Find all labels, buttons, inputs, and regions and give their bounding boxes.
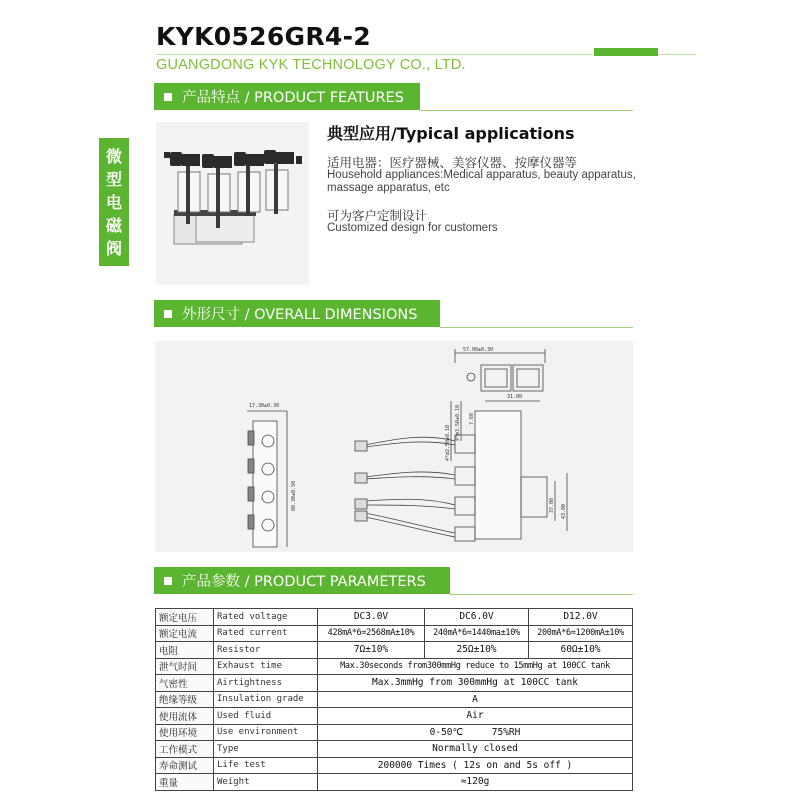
param-value: 240mA*6=1440ma±10% bbox=[425, 625, 529, 642]
dim-f-label: 4*ø3.50±0.10 bbox=[455, 404, 461, 441]
table-row bbox=[156, 658, 633, 675]
param-name-cn: 气密性 bbox=[156, 675, 214, 692]
param-name-cn: 电阻 bbox=[156, 642, 214, 659]
param-value: 200mA*6=1200mA±10% bbox=[529, 625, 633, 642]
param-name-en: Insulation grade bbox=[214, 691, 318, 708]
dim-b-label: 7.60 bbox=[469, 412, 475, 425]
param-value: 25Ω±10% bbox=[425, 642, 529, 659]
dim-height-label: 17.30±0.30 bbox=[249, 403, 280, 409]
product-photo bbox=[156, 122, 309, 285]
param-name-en: Weight bbox=[214, 774, 318, 791]
table-row bbox=[156, 609, 633, 626]
param-value: Max.30seconds from300mmHg reduce to 15mmHg at 100CC tank bbox=[318, 658, 633, 675]
table-row bbox=[156, 625, 633, 642]
product-model-title: KYK0526GR4-2 bbox=[156, 22, 371, 51]
param-name-cn: 使用流体 bbox=[156, 708, 214, 725]
solenoid-valve-image bbox=[156, 122, 309, 285]
bullet-square-icon bbox=[164, 577, 172, 585]
table-row bbox=[156, 757, 633, 774]
side-tab-char: 型 bbox=[105, 169, 122, 189]
section-divider bbox=[440, 327, 633, 328]
param-name-cn: 重量 bbox=[156, 774, 214, 791]
side-tab-char: 阀 bbox=[105, 238, 122, 258]
applications-en: Household appliances:Medical apparatus, beauty apparatus, massage apparatus, etc bbox=[327, 169, 636, 194]
title-accent-block bbox=[594, 48, 658, 56]
param-value: D12.0V bbox=[529, 609, 633, 626]
typical-applications-heading: 典型应用/Typical applications bbox=[327, 124, 575, 143]
side-tab-char: 磁 bbox=[105, 215, 122, 235]
param-value: DC3.0V bbox=[318, 609, 425, 626]
dim-e-label: 4*ø2.50±0.10 bbox=[445, 424, 451, 461]
param-value: 428mA*6=2568mA±10% bbox=[318, 625, 425, 642]
param-value: A bbox=[318, 691, 633, 708]
custom-design-cn: 可为客户定制设计 bbox=[327, 208, 428, 223]
section-header-dimensions bbox=[154, 300, 440, 327]
table-row bbox=[156, 642, 633, 659]
param-value: DC6.0V bbox=[425, 609, 529, 626]
section-header-features bbox=[154, 83, 420, 110]
dim-d-label: 43.00 bbox=[561, 503, 567, 519]
applications-cn: 适用电器：医疗器械、美容仪器、按摩仪器等 bbox=[327, 155, 578, 170]
param-name-en: Resistor bbox=[214, 642, 318, 659]
param-name-cn: 绝缘等级 bbox=[156, 691, 214, 708]
side-tab-char: 电 bbox=[105, 192, 122, 212]
param-name-en: Airtightness bbox=[214, 675, 318, 692]
param-name-en: Use environment bbox=[214, 724, 318, 741]
custom-design-en: Customized design for customers bbox=[327, 222, 498, 234]
category-side-tab bbox=[99, 138, 129, 266]
section-title: 产品参数 / PRODUCT PARAMETERS bbox=[182, 574, 426, 590]
table-row bbox=[156, 691, 633, 708]
param-name-en: Life test bbox=[214, 757, 318, 774]
param-name-cn: 泄气时间 bbox=[156, 658, 214, 675]
param-name-cn: 寿命测试 bbox=[156, 757, 214, 774]
param-name-cn: 工作模式 bbox=[156, 741, 214, 758]
param-name-en: Used fluid bbox=[214, 708, 318, 725]
param-name-cn: 使用环境 bbox=[156, 724, 214, 741]
section-header-parameters bbox=[154, 567, 450, 594]
param-name-en: Rated current bbox=[214, 625, 318, 642]
dimension-drawing-panel bbox=[155, 341, 633, 552]
bullet-square-icon bbox=[164, 310, 172, 318]
section-divider bbox=[420, 110, 633, 111]
table-row bbox=[156, 774, 633, 791]
table-row bbox=[156, 741, 633, 758]
table-row bbox=[156, 708, 633, 725]
table-row bbox=[156, 675, 633, 692]
param-value: 60Ω±10% bbox=[529, 642, 633, 659]
param-value: Max.3mmHg from 300mmHg at 100CC tank bbox=[318, 675, 633, 692]
section-divider bbox=[450, 594, 633, 595]
table-row bbox=[156, 724, 633, 741]
param-value: 0-50℃ 75%RH bbox=[318, 724, 633, 741]
parameters-table bbox=[155, 608, 633, 791]
param-name-en: Exhaust time bbox=[214, 658, 318, 675]
param-value: Air bbox=[318, 708, 633, 725]
param-name-cn: 额定电压 bbox=[156, 609, 214, 626]
dim-length-label: 80.30±0.50 bbox=[291, 480, 297, 511]
param-value: ≈120g bbox=[318, 774, 633, 791]
dim-width-label: 57.00±0.30 bbox=[463, 347, 494, 353]
param-value: Normally closed bbox=[318, 741, 633, 758]
section-title: 产品特点 / PRODUCT FEATURES bbox=[182, 90, 404, 106]
param-name-en: Rated voltage bbox=[214, 609, 318, 626]
dim-c-label: 37.00 bbox=[549, 497, 555, 513]
param-value: 7Ω±10% bbox=[318, 642, 425, 659]
param-name-en: Type bbox=[214, 741, 318, 758]
company-name: GUANGDONG KYK TECHNOLOGY CO., LTD. bbox=[156, 57, 466, 73]
section-title: 外形尺寸 / OVERALL DIMENSIONS bbox=[182, 307, 418, 323]
bullet-square-icon bbox=[164, 93, 172, 101]
side-tab-char: 微 bbox=[105, 146, 122, 166]
technical-drawing bbox=[155, 341, 633, 552]
param-name-cn: 额定电流 bbox=[156, 625, 214, 642]
param-value: 200000 Times ( 12s on and 5s off ) bbox=[318, 757, 633, 774]
dim-a-label: 31.00 bbox=[507, 394, 523, 400]
